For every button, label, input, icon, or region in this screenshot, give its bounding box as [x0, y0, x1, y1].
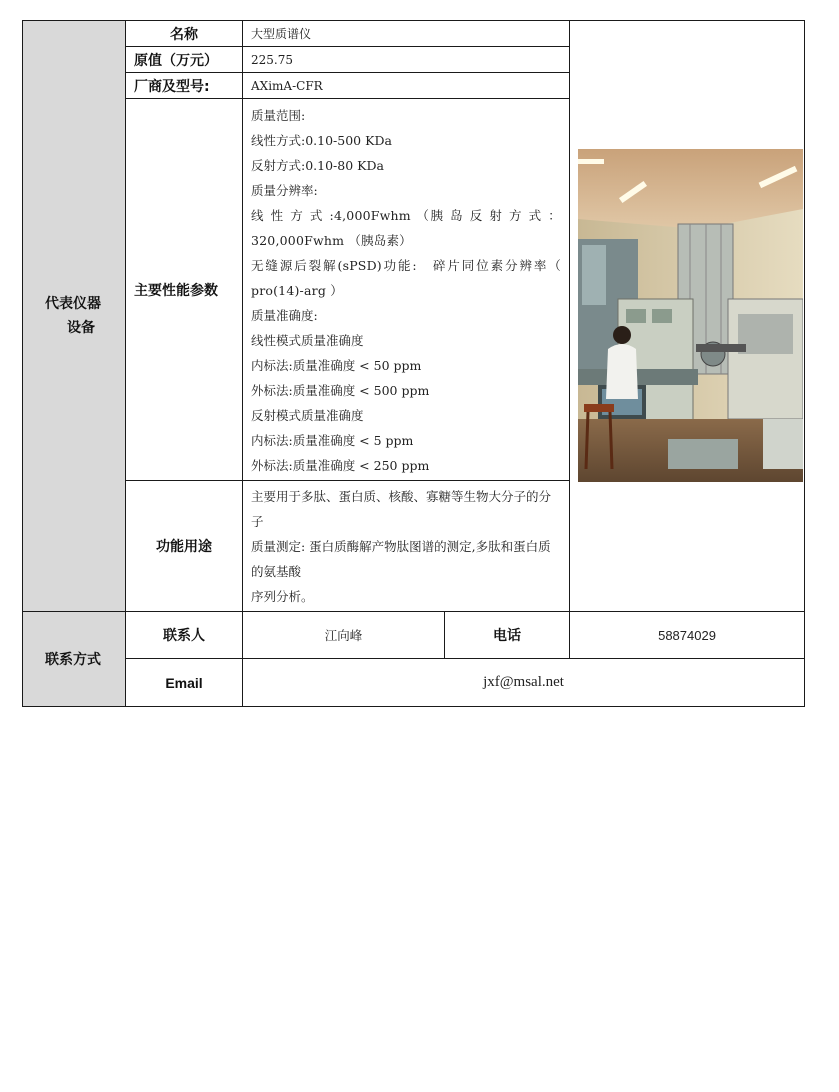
- email-label: Email: [126, 659, 243, 707]
- params-line: 线 性 方 式 :4,000Fwhm （胰 岛 反 射 方 式 ： 320,000Fwhm （胰岛素）: [251, 208, 562, 248]
- params-line: 质量准确度:: [251, 308, 318, 323]
- name-value: 大型质谱仪: [243, 21, 570, 47]
- contact-section-label: 联系方式: [23, 612, 126, 707]
- params-line: 内标法:质量准确度 < 5 ppm: [251, 433, 414, 448]
- params-line: 无缝源后裂解(sPSD)功能: 碎片同位素分辨率（ pro(14)-arg ）: [251, 258, 562, 298]
- name-label: 名称: [126, 21, 243, 47]
- usage-line: 序列分析。: [251, 588, 314, 604]
- contact-person-label: 联系人: [126, 612, 243, 659]
- usage-line: 质量测定: 蛋白质酶解产物肽图谱的测定,多肽和蛋白质的氨基酸: [251, 538, 551, 579]
- params-line: 内标法:质量准确度 < 50 ppm: [251, 358, 422, 373]
- params-line: 线性方式:0.10-500 KDa: [251, 133, 392, 148]
- usage-text: [243, 481, 570, 612]
- price-value: 225.75: [243, 47, 570, 73]
- phone-label: 电话: [445, 612, 570, 659]
- equipment-label-line1: 代表仪器: [45, 296, 101, 312]
- params-line: 反射方式:0.10-80 KDa: [251, 158, 384, 173]
- params-label: 主要性能参数: [126, 99, 243, 481]
- phone-value: 58874029: [570, 612, 805, 659]
- params-line: 线性模式质量准确度: [251, 333, 364, 348]
- photo-cell: [570, 21, 805, 612]
- params-line: 外标法:质量准确度 < 500 ppm: [251, 383, 430, 398]
- maker-label: 厂商及型号:: [126, 73, 243, 99]
- contact-person-value: 江向峰: [243, 612, 445, 659]
- params-line: 质量分辨率:: [251, 183, 318, 198]
- usage-line: 主要用于多肽、蛋白质、核酸、寡糖等生物大分子的分子: [251, 488, 552, 529]
- price-label: 原值（万元）: [126, 47, 243, 73]
- params-line: 质量范围:: [251, 108, 306, 123]
- email-value[interactable]: jxf@msal.net: [243, 659, 805, 707]
- usage-label: 功能用途: [126, 481, 243, 612]
- equipment-label-line2: 设备: [67, 320, 95, 336]
- params-line: 反射模式质量准确度: [251, 408, 364, 423]
- params-line: 外标法:质量准确度 < 250 ppm: [251, 458, 430, 473]
- equipment-section-label: [23, 21, 126, 612]
- lab-photo: [578, 149, 803, 482]
- equipment-info-table: [22, 20, 805, 707]
- params-text: [243, 99, 570, 481]
- maker-value: AXimA-CFR: [243, 73, 570, 99]
